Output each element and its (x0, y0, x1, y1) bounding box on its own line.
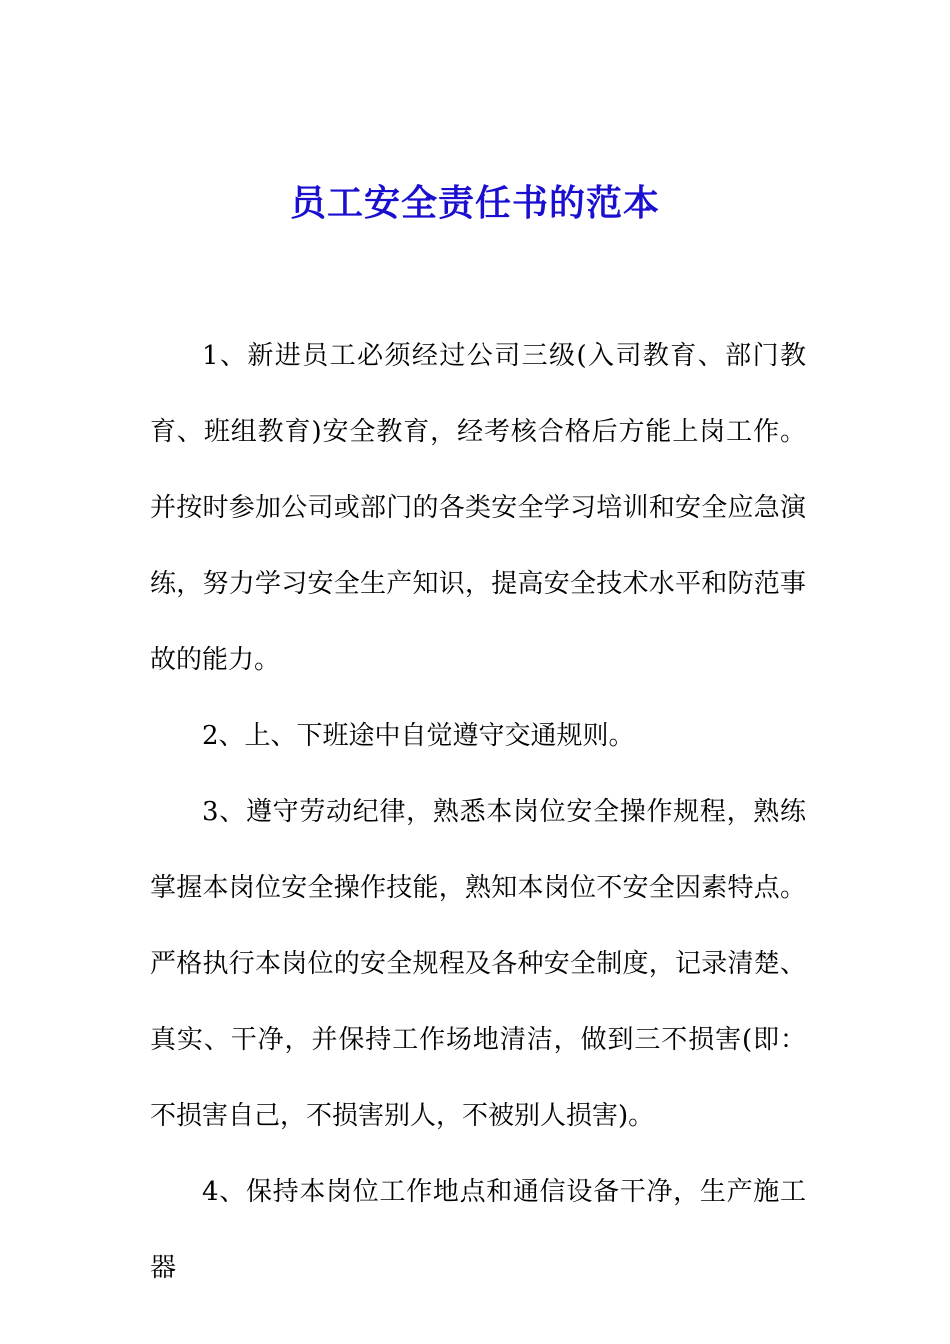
paragraph-2: 2、上、下班途中自觉遵守交通规则。 (202, 721, 635, 751)
paragraph-4: 4、保持本岗位工作地点和通信设备干净，生产施工器 (150, 1177, 806, 1283)
document-body (150, 318, 806, 1306)
paragraph-1: 1、新进员工必须经过公司三级(入司教育、部门教育、班组教育)安全教育，经考核合格后方能上岗工作。并按时参加公司或部门的各类安全学习培训和安全应急演练，努力学习安全生产知识，提高安全技术水平和防范事故的能力。 (150, 341, 806, 675)
paragraph-3: 3、遵守劳动纪律，熟悉本岗位安全操作规程，熟练掌握本岗位安全操作技能，熟知本岗位不安全因素特点。严格执行本岗位的安全规程及各种安全制度，记录清楚、真实、干净，并保持工作场地清洁，做到三不损害(即：不损害自己，不损害别人，不被别人损害)。 (150, 797, 806, 1131)
document-title: 员工安全责任书的范本 (289, 182, 660, 224)
